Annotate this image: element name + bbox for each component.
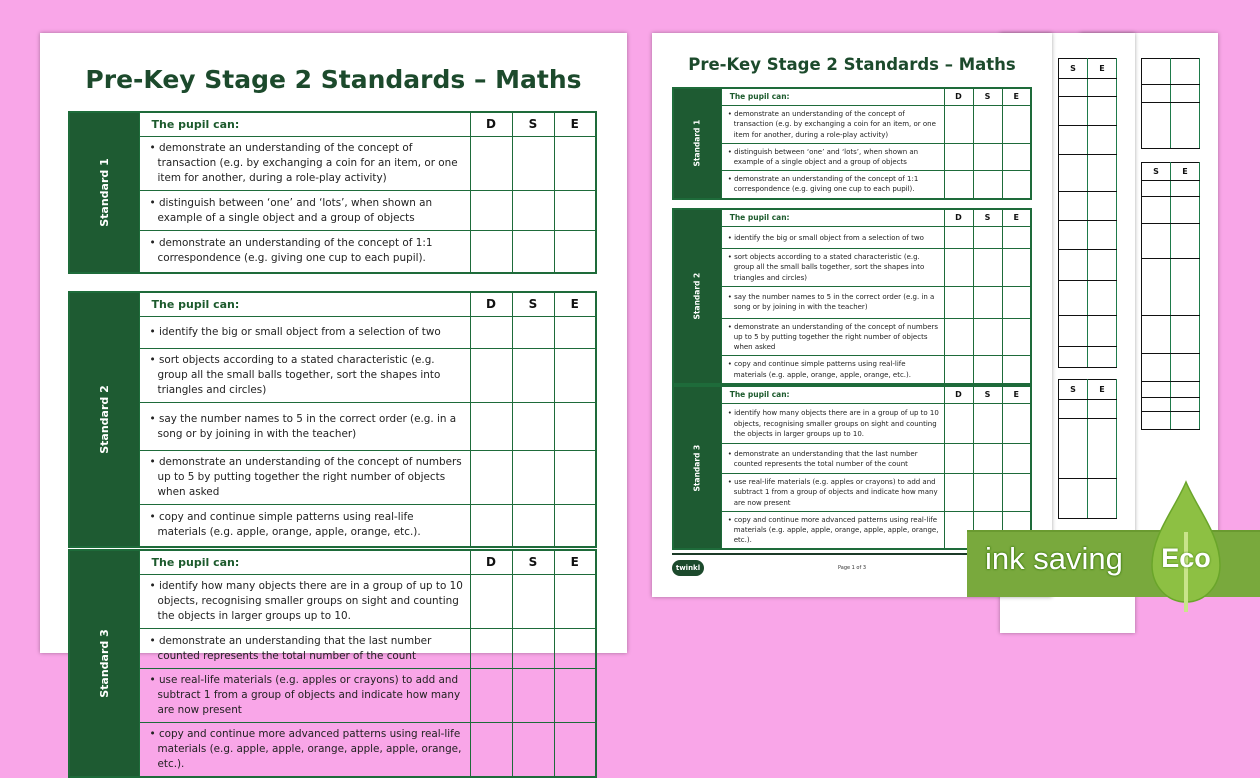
column-header-e: E — [1002, 209, 1031, 227]
grid-cell — [1088, 155, 1117, 192]
table-row — [69, 575, 596, 629]
background-grid — [1058, 58, 1117, 368]
criterion-text: • demonstrate an understanding of the concept of 1:1 correspondence (e.g. giving one cup to each pupil). — [139, 231, 470, 273]
checkbox-cell-e[interactable] — [554, 723, 596, 778]
checkbox-cell-d[interactable] — [944, 143, 973, 170]
grid-cell — [1171, 259, 1200, 316]
checkbox-cell-s[interactable] — [973, 404, 1002, 444]
criterion-text: • copy and continue simple patterns using real-life materials (e.g. apple, orange, apple, orange, etc.). — [721, 356, 944, 384]
standard-name: Standard 3 — [692, 444, 702, 492]
grid-cell — [1171, 103, 1200, 149]
criterion-text: • use real-life materials (e.g. apples or crayons) to add and subtract 1 from a group of objects and indicate how many are now present — [139, 669, 470, 723]
standard-name: Standard 1 — [97, 157, 111, 227]
checkbox-cell-d[interactable] — [944, 474, 973, 512]
standard-name: Standard 3 — [97, 629, 111, 698]
table-row — [69, 403, 596, 451]
criterion-text: • identify the big or small object from a selection of two — [721, 227, 944, 249]
criterion-text: • demonstrate an understanding of the concept of 1:1 correspondence (e.g. giving one cup to each pupil). — [721, 171, 944, 199]
checkbox-cell-e[interactable] — [554, 231, 596, 273]
column-header-s: S — [512, 112, 554, 137]
checkbox-cell-d[interactable] — [944, 249, 973, 287]
table-row — [673, 249, 1031, 287]
background-grid — [1141, 162, 1200, 430]
column-header-d: D — [944, 386, 973, 404]
grid-cell — [1088, 347, 1117, 368]
grid-cell — [1088, 126, 1117, 155]
checkbox-cell-d[interactable] — [470, 317, 512, 349]
grid-cell — [1142, 224, 1171, 259]
checkbox-cell-d[interactable] — [944, 318, 973, 356]
checkbox-cell-s[interactable] — [973, 143, 1002, 170]
table-row — [673, 356, 1031, 384]
criterion-text: • sort objects according to a stated characteristic (e.g. group all the small balls together, sort the shapes into triangles and circles) — [139, 349, 470, 403]
checkbox-cell-d[interactable] — [470, 137, 512, 191]
checkbox-cell-e[interactable] — [1002, 286, 1031, 318]
grid-cell — [1088, 221, 1117, 250]
checkbox-cell-d[interactable] — [944, 286, 973, 318]
table-row — [673, 286, 1031, 318]
column-header-s: S — [973, 386, 1002, 404]
checkbox-cell-e[interactable] — [554, 317, 596, 349]
column-header-s: S — [973, 88, 1002, 106]
grid-cell — [1059, 479, 1088, 519]
checkbox-cell-e[interactable] — [1002, 106, 1031, 144]
standard-table — [68, 291, 597, 548]
checkbox-cell-s[interactable] — [512, 231, 554, 273]
checkbox-cell-d[interactable] — [944, 227, 973, 249]
checkbox-cell-d[interactable] — [470, 669, 512, 723]
checkbox-cell-d[interactable] — [470, 575, 512, 629]
checkbox-cell-e[interactable] — [1002, 143, 1031, 170]
table-row — [69, 231, 596, 273]
grid-cell — [1171, 354, 1200, 382]
criterion-text: • use real-life materials (e.g. apples or crayons) to add and subtract 1 from a group of objects and indicate how many are now present — [721, 474, 944, 512]
standard-label — [673, 88, 721, 199]
twinkl-logo: twinkl — [672, 560, 704, 576]
table-row — [69, 669, 596, 723]
column-header-s: S — [512, 292, 554, 317]
grid-cell: E — [1088, 59, 1117, 79]
grid-cell — [1142, 412, 1171, 430]
checkbox-cell-s[interactable] — [512, 137, 554, 191]
criterion-text: • demonstrate an understanding of the concept of numbers up to 5 by putting together the right number of objects when asked — [721, 318, 944, 356]
grid-cell — [1088, 97, 1117, 126]
table-row — [673, 318, 1031, 356]
standard-label — [673, 386, 721, 549]
checkbox-cell-d[interactable] — [944, 404, 973, 444]
checkbox-cell-e[interactable] — [554, 191, 596, 231]
header-row — [673, 209, 1031, 227]
grid-cell — [1142, 181, 1171, 197]
standard-table — [672, 87, 1032, 200]
page-preview-1 — [652, 33, 1052, 597]
checkbox-cell-e[interactable] — [554, 451, 596, 505]
checkbox-cell-d[interactable] — [944, 356, 973, 384]
checkbox-cell-s[interactable] — [512, 403, 554, 451]
table-row — [69, 349, 596, 403]
checkbox-cell-d[interactable] — [470, 231, 512, 273]
checkbox-cell-e[interactable] — [554, 669, 596, 723]
column-header-e: E — [554, 292, 596, 317]
page-title: Pre-Key Stage 2 Standards – Maths — [85, 65, 582, 94]
column-header-d: D — [470, 550, 512, 575]
checkbox-cell-e[interactable] — [1002, 318, 1031, 356]
grid-cell — [1059, 155, 1088, 192]
grid-cell — [1088, 192, 1117, 221]
grid-cell — [1142, 398, 1171, 412]
checkbox-cell-s[interactable] — [973, 318, 1002, 356]
grid-cell — [1088, 479, 1117, 519]
grid-cell: S — [1142, 163, 1171, 181]
table-row — [673, 474, 1031, 512]
standard-table — [68, 111, 597, 274]
standard-label — [69, 550, 139, 777]
grid-cell — [1142, 103, 1171, 149]
grid-cell — [1088, 79, 1117, 97]
column-header-d: D — [470, 112, 512, 137]
checkbox-cell-d[interactable] — [944, 171, 973, 199]
checkbox-cell-s[interactable] — [973, 106, 1002, 144]
criterion-text: • copy and continue simple patterns using real-life materials (e.g. apple, orange, apple, orange, etc.). — [139, 505, 470, 547]
table-row — [673, 143, 1031, 170]
table-row — [69, 317, 596, 349]
standard-table — [672, 385, 1032, 550]
checkbox-cell-e[interactable] — [554, 403, 596, 451]
checkbox-cell-s[interactable] — [512, 505, 554, 547]
grid-cell — [1171, 85, 1200, 103]
header-row — [673, 386, 1031, 404]
criterion-text: • demonstrate an understanding that the last number counted represents the total number of the count — [139, 629, 470, 669]
criterion-text: • demonstrate an understanding that the last number counted represents the total number of the count — [721, 444, 944, 474]
grid-cell — [1171, 181, 1200, 197]
grid-cell — [1142, 354, 1171, 382]
grid-cell — [1088, 316, 1117, 347]
checkbox-cell-d[interactable] — [470, 403, 512, 451]
standard-name: Standard 1 — [692, 119, 702, 167]
table-row — [673, 444, 1031, 474]
grid-cell — [1142, 197, 1171, 224]
column-header-d: D — [944, 88, 973, 106]
column-header-e: E — [1002, 88, 1031, 106]
table-row — [673, 106, 1031, 144]
grid-cell — [1171, 316, 1200, 354]
checkbox-cell-s[interactable] — [973, 171, 1002, 199]
pupil-can-header: The pupil can: — [721, 386, 944, 404]
checkbox-cell-e[interactable] — [554, 575, 596, 629]
criterion-text: • distinguish between ‘one’ and ‘lots’, when shown an example of a single object and a group of objects — [721, 143, 944, 170]
grid-cell — [1059, 79, 1088, 97]
background-grid — [1141, 58, 1200, 149]
pupil-can-header: The pupil can: — [721, 209, 944, 227]
checkbox-cell-d[interactable] — [470, 629, 512, 669]
checkbox-cell-e[interactable] — [1002, 444, 1031, 474]
checkbox-cell-s[interactable] — [512, 629, 554, 669]
checkbox-cell-s[interactable] — [973, 227, 1002, 249]
checkbox-cell-s[interactable] — [512, 575, 554, 629]
checkbox-cell-e[interactable] — [1002, 249, 1031, 287]
page-title: Pre-Key Stage 2 Standards – Maths — [688, 55, 1016, 74]
checkbox-cell-s[interactable] — [512, 669, 554, 723]
page-number: Page 1 of 3 — [837, 565, 867, 571]
checkbox-cell-e[interactable] — [554, 137, 596, 191]
checkbox-cell-s[interactable] — [973, 249, 1002, 287]
header-row — [673, 88, 1031, 106]
standard-label — [69, 112, 139, 273]
grid-cell — [1059, 281, 1088, 316]
grid-cell — [1142, 259, 1171, 316]
grid-cell — [1059, 97, 1088, 126]
grid-cell — [1171, 197, 1200, 224]
grid-cell: E — [1171, 163, 1200, 181]
criterion-text: • distinguish between ‘one’ and ‘lots’, when shown an example of a single object and a group of objects — [139, 191, 470, 231]
checkbox-cell-s[interactable] — [973, 444, 1002, 474]
checkbox-cell-e[interactable] — [1002, 356, 1031, 384]
standard-label — [673, 209, 721, 384]
criterion-text: • identify how many objects there are in a group of up to 10 objects, recognising smaller groups on sight and counting the objects in larger groups up to 10. — [721, 404, 944, 444]
grid-cell — [1142, 316, 1171, 354]
standard-table — [68, 549, 597, 778]
standard-name: Standard 2 — [97, 384, 111, 454]
header-row — [69, 292, 596, 317]
pupil-can-header: The pupil can: — [139, 112, 470, 137]
checkbox-cell-e[interactable] — [554, 349, 596, 403]
grid-cell — [1142, 85, 1171, 103]
checkbox-cell-d[interactable] — [470, 505, 512, 547]
standard-name: Standard 2 — [692, 273, 702, 320]
column-header-s: S — [512, 550, 554, 575]
criterion-text: • demonstrate an understanding of the concept of transaction (e.g. by exchanging a coin for an item, or one item for another, during a role-play activity) — [721, 106, 944, 144]
background-grid — [1058, 379, 1117, 519]
table-row — [69, 629, 596, 669]
column-header-e: E — [554, 550, 596, 575]
grid-cell — [1059, 400, 1088, 419]
checkbox-cell-s[interactable] — [512, 723, 554, 778]
column-header-d: D — [470, 292, 512, 317]
grid-cell — [1059, 250, 1088, 281]
checkbox-cell-s[interactable] — [973, 286, 1002, 318]
pupil-can-header: The pupil can: — [139, 550, 470, 575]
checkbox-cell-d[interactable] — [944, 444, 973, 474]
table-row — [69, 505, 596, 547]
header-row — [69, 550, 596, 575]
table-row — [673, 227, 1031, 249]
criterion-text: • copy and continue more advanced patterns using real-life materials (e.g. apple, apple, orange, apple, apple, orange, etc.). — [721, 511, 944, 549]
table-row — [673, 404, 1031, 444]
checkbox-cell-e[interactable] — [1002, 474, 1031, 512]
ink-saving-text: ink saving — [985, 541, 1123, 576]
checkbox-cell-s[interactable] — [512, 349, 554, 403]
standard-label — [69, 292, 139, 547]
column-header-e: E — [554, 112, 596, 137]
column-header-s: S — [973, 209, 1002, 227]
criterion-text: • say the number names to 5 in the correct order (e.g. in a song or by joining in with the teacher) — [721, 286, 944, 318]
grid-cell — [1059, 221, 1088, 250]
checkbox-cell-d[interactable] — [470, 451, 512, 505]
table-row — [69, 723, 596, 778]
checkbox-cell-d[interactable] — [470, 723, 512, 778]
checkbox-cell-s[interactable] — [973, 356, 1002, 384]
pupil-can-header: The pupil can: — [139, 292, 470, 317]
grid-cell — [1088, 281, 1117, 316]
grid-cell — [1088, 400, 1117, 419]
grid-cell: S — [1059, 380, 1088, 400]
criterion-text: • identify how many objects there are in a group of up to 10 objects, recognising smaller groups on sight and counting the objects in larger groups up to 10. — [139, 575, 470, 629]
criterion-text: • demonstrate an understanding of the concept of numbers up to 5 by putting together the right number of objects when asked — [139, 451, 470, 505]
table-row — [673, 171, 1031, 199]
page-preview-large — [40, 33, 627, 770]
column-header-d: D — [944, 209, 973, 227]
checkbox-cell-e[interactable] — [1002, 171, 1031, 199]
grid-cell — [1059, 419, 1088, 479]
checkbox-cell-s[interactable] — [512, 317, 554, 349]
checkbox-cell-e[interactable] — [554, 629, 596, 669]
criterion-text: • identify the big or small object from a selection of two — [139, 317, 470, 349]
grid-cell — [1171, 59, 1200, 85]
criterion-text: • copy and continue more advanced patterns using real-life materials (e.g. apple, apple, orange, apple, apple, orange, etc.). — [139, 723, 470, 778]
checkbox-cell-d[interactable] — [470, 191, 512, 231]
checkbox-cell-e[interactable] — [554, 505, 596, 547]
checkbox-cell-d[interactable] — [470, 349, 512, 403]
grid-cell — [1059, 192, 1088, 221]
checkbox-cell-s[interactable] — [512, 451, 554, 505]
eco-label: Eco — [1161, 543, 1211, 573]
checkbox-cell-d[interactable] — [944, 106, 973, 144]
criterion-text: • say the number names to 5 in the correct order (e.g. in a song or by joining in with the teacher) — [139, 403, 470, 451]
column-header-e: E — [1002, 386, 1031, 404]
checkbox-cell-e[interactable] — [1002, 227, 1031, 249]
grid-cell: E — [1088, 380, 1117, 400]
grid-cell — [1142, 382, 1171, 398]
grid-cell — [1171, 382, 1200, 398]
grid-cell — [1142, 59, 1171, 85]
grid-cell — [1171, 224, 1200, 259]
table-row — [69, 191, 596, 231]
table-row — [69, 137, 596, 191]
grid-cell — [1088, 250, 1117, 281]
standard-table — [672, 208, 1032, 385]
checkbox-cell-s[interactable] — [512, 191, 554, 231]
grid-cell — [1059, 316, 1088, 347]
pupil-can-header: The pupil can: — [721, 88, 944, 106]
header-row — [69, 112, 596, 137]
criterion-text: • demonstrate an understanding of the concept of transaction (e.g. by exchanging a coin for an item, or one item for another, during a role-play activity) — [139, 137, 470, 191]
grid-cell — [1059, 126, 1088, 155]
grid-cell — [1171, 412, 1200, 430]
grid-cell — [1059, 347, 1088, 368]
eco-leaf-badge — [1150, 480, 1222, 615]
grid-cell — [1088, 419, 1117, 479]
checkbox-cell-s[interactable] — [973, 474, 1002, 512]
checkbox-cell-e[interactable] — [1002, 404, 1031, 444]
grid-cell: S — [1059, 59, 1088, 79]
criterion-text: • sort objects according to a stated characteristic (e.g. group all the small balls together, sort the shapes into triangles and circles) — [721, 249, 944, 287]
table-row — [69, 451, 596, 505]
grid-cell — [1171, 398, 1200, 412]
